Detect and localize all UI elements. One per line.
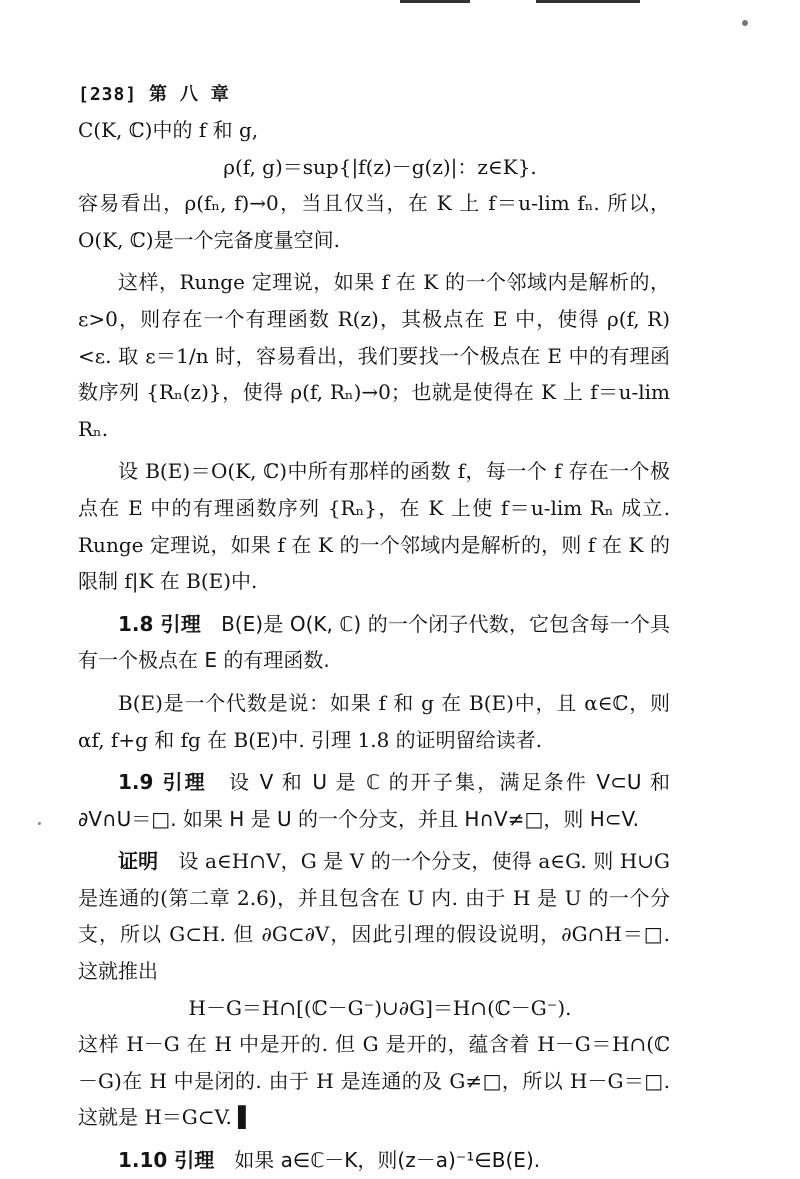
lemma-1-10 (78, 1142, 670, 1179)
proof-text: 设 a∈H∩V，G 是 V 的一个分支，使得 a∈G. 则 H∪G 是连通的(第二章 2.6)，并且包含在 U 内. 由于 H 是 U 的一个分支，所以 G⊂H. 但 ∂G⊂∂V，因此引理的假设说明，∂G∩H＝□. 这就推出 (78, 849, 670, 984)
lemma-1-10-text: 如果 a∈ℂ－K，则(z－a)⁻¹∈B(E). (234, 1148, 541, 1173)
lemma-1-9-label: 1.9 引理 (118, 770, 207, 795)
lemma-1-8 (78, 606, 670, 679)
scan-mark-right (742, 20, 748, 26)
paragraph-complete-metric: 容易看出，ρ(fₙ, f)→0，当且仅当，在 K 上 f＝u-lim fₙ. 所以，O(K, ℂ)是一个完备度量空间. (78, 191, 670, 252)
text-line-1: C(K, ℂ)中的 f 和 g, (78, 118, 259, 142)
paragraph-define-BE: 设 B(E)＝O(K, ℂ)中所有那样的函数 f，每一个 f 存在一个极点在 E 中的有理函数序列 {Rₙ}，在 K 上使 f＝u-lim Rₙ 成立. Runge 定理说，如果 f 在 K 的一个邻域内是解析的，则 f 在 K 的限制 f|K 在 B(E)中. (78, 459, 670, 594)
scan-dot (38, 822, 41, 825)
paragraph-conclusion: 这样 H－G 在 H 中是开的. 但 G 是开的，蕴含着 H－G＝H∩(ℂ－G)在 H 中是闭的. 由于 H 是连通的及 G≠□，所以 H－G＝□. 这就是 H＝G⊂V. ▌ (78, 1032, 670, 1130)
paragraph-runge: 这样，Runge 定理说，如果 f 在 K 的一个邻域内是解析的，ε>0，则存在一个有理函数 R(z)，其极点在 E 中，使得 ρ(f, R)<ε. 取 ε＝1/n 时，容易看出，我们要找一个极点在 E 中的有理函数序列 {Rₙ(z)}，使得 ρ(f, Rₙ)→0；也就是使得在 K 上 f＝u-lim Rₙ. (78, 270, 670, 441)
lemma-1-10-label: 1.10 引理 (118, 1148, 215, 1173)
scan-mark-top-1 (400, 0, 470, 3)
scan-mark-top-2 (536, 0, 640, 3)
page-header: [238] 第 八 章 (78, 84, 230, 105)
lemma-1-8-text: B(E)是 O(K, ℂ) 的一个闭子代数，它包含每一个具有一个极点在 E 的有理函数. (78, 611, 670, 673)
lemma-1-8-label: 1.8 引理 (118, 611, 201, 636)
proof-label: 证明 (118, 849, 159, 874)
formula-metric: ρ(f, g)＝sup{|f(z)－g(z)|：z∈K}. (223, 154, 537, 179)
lemma-1-9-text: 设 V 和 U 是 ℂ 的开子集，满足条件 V⊂U 和 ∂V∩U＝□. 如果 H 是 U 的一个分支，并且 H∩V≠□，则 H⊂V. (78, 770, 670, 831)
page-body (78, 78, 670, 1179)
lemma-1-9 (78, 764, 670, 837)
formula-proof: H－G＝H∩[(ℂ－G⁻)∪∂G]＝H∩(ℂ－G⁻). (188, 995, 572, 1020)
proof-paragraph (78, 843, 670, 989)
paragraph-algebra: B(E)是一个代数是说：如果 f 和 g 在 B(E)中，且 α∈ℂ，则 αf, f+g 和 fg 在 B(E)中. 引理 1.8 的证明留给读者. (78, 690, 670, 752)
